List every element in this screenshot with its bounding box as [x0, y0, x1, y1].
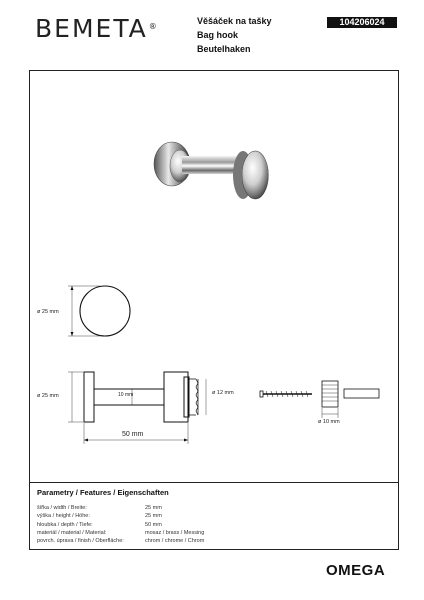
param-row: povrch. úprava / finish / Oberfläche: chrom / chrome / Chrom	[37, 538, 205, 545]
title-en: Bag hook	[197, 30, 239, 40]
front-view	[68, 286, 130, 336]
parameters-section	[37, 488, 204, 545]
product-photo	[154, 142, 268, 199]
mounting-kit	[260, 381, 379, 418]
dim-ring: ø 12 mm	[212, 390, 234, 396]
param-row: hloubka / depth / Tiefe: 50 mm	[37, 521, 162, 528]
dim-depth: 50 mm	[122, 431, 144, 438]
param-row: šířka / width / Breite: 25 mm	[37, 505, 162, 511]
series-name: OMEGA	[326, 562, 386, 579]
product-code: 104206024	[327, 17, 397, 28]
brand-name: BEMETA	[35, 14, 148, 43]
dim-rod: 10 mm	[118, 392, 134, 398]
title-cz: Věšáček na tašky	[197, 16, 272, 26]
param-row: výška / height / Höhe: 25 mm	[37, 513, 162, 520]
dim-diameter-side: ø 25 mm	[37, 393, 59, 399]
parameters-title: Parametry / Features / Eigenschaften	[37, 488, 169, 497]
dim-diameter-front: ø 25 mm	[37, 309, 59, 315]
dim-dowel: ø 10 mm	[318, 419, 340, 425]
param-row: materiál / material / Material: mosaz / brass / Messing	[37, 529, 205, 536]
registered-mark: ®	[148, 22, 159, 31]
title-de: Beutelhaken	[197, 44, 251, 54]
